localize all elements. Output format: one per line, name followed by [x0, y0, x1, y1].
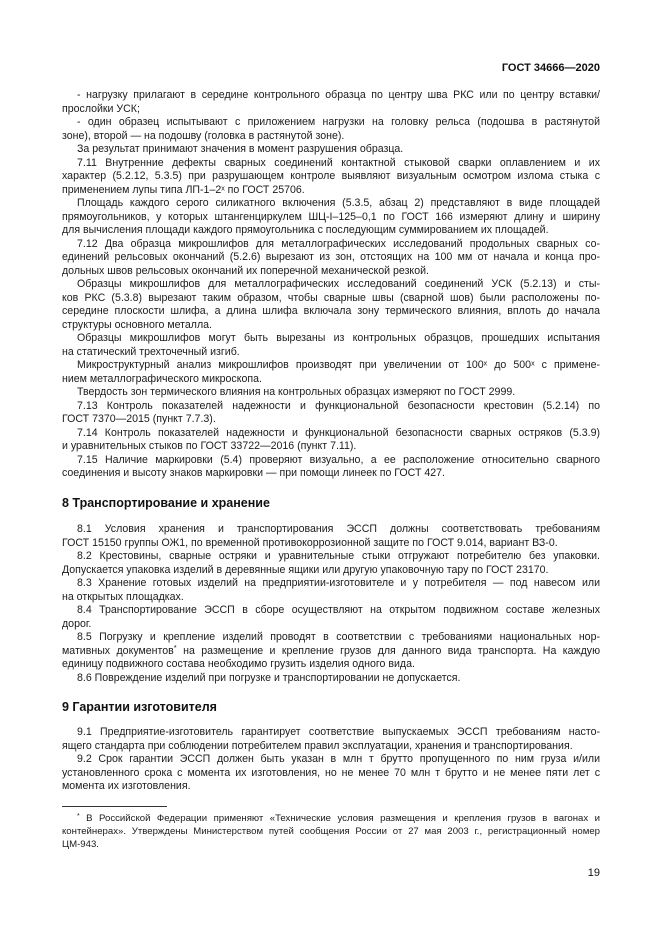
paragraph-line: единицу подвижного состава необходимо грузить изделия одного вида.	[62, 658, 415, 670]
paragraph-line: 8.1 Условия хранения и транспортирования ЭССП должны соответствовать требованиям	[77, 523, 600, 535]
paragraph-line: 8.3 Хранение готовых изделий на предприятии-изготовителе и у потребителя — под навесом или	[77, 577, 600, 589]
line-text: мативных документов	[62, 644, 174, 657]
paragraph-line: на статический трехточечный изгиб.	[62, 345, 240, 358]
paragraph-line: 7.14 Контроль показателей надежности и функциональной безопасности сварных остряков (5.3.9)	[77, 426, 600, 439]
paragraph-one-sample	[62, 116, 600, 143]
paragraph-line: единений рельсовых окончаний (5.2.6) вырезают из зон, отстоящих на 100 мм от начала и конца про-	[62, 251, 600, 263]
paragraph-line: прямоугольников, у которых штангенциркулем ШЦ-I–125–0,1 по ГОСТ 166 измеряют длину и ширину	[62, 210, 600, 223]
section-9-heading: 9 Гарантии изготовителя	[62, 700, 217, 714]
paragraph-line: ков РКС (5.3.8) вырезают таким образом, чтобы сварные швы (сварной шов) были расположены по-	[62, 291, 600, 304]
paragraph-line: Микроструктурный анализ микрошлифов производят при увеличении от 100ˣ до 500ˣ с примене-	[77, 359, 600, 371]
paragraph-hardness	[62, 386, 600, 400]
paragraph-line: Площадь каждого серого силикатного включения (5.3.5, абзац 2) представляют в виде площадей	[77, 197, 600, 209]
section-9-body	[62, 726, 600, 794]
paragraph-line: 8.5 Погрузку и крепление изделий проводят в соответствии с требованиями национальных нор-	[77, 631, 600, 643]
paragraph-line: Допускается упаковка изделий в деревянные ящики или другую упаковочную тару по ГОСТ 23170.	[62, 563, 549, 576]
paragraph-8-2	[62, 550, 600, 577]
footnote-line	[62, 812, 600, 825]
paragraph-line: Образцы микрошлифов могут быть вырезаны из контрольных образцов, прошедших испытания	[77, 332, 600, 344]
paragraph-microsection-cutting	[62, 278, 600, 332]
paragraph-line: 7.15 Наличие маркировки (5.4) проверяют визуально, а ее расположение относительно сварного	[77, 453, 600, 466]
paragraph-inclusion-area	[62, 197, 600, 238]
paragraph-line: прослойки УСК;	[62, 102, 140, 115]
paragraph-line: 8.4 Транспортирование ЭССП в сборе осуществляют на открытом подвижном составе железных	[77, 604, 600, 616]
paragraph-line: Образцы микрошлифов для металлографических исследований соединений УСК (5.2.13) и сты-	[77, 278, 600, 290]
paragraph-line	[62, 645, 600, 659]
paragraph-line: структуры основного металла.	[62, 318, 212, 331]
paragraph-line: 8.2 Крестовины, сварные остряки и уравнительные стыки отгружают потребителю без упаковки.	[77, 550, 600, 562]
paragraph-line: 7.11 Внутренние дефекты сварных соединений контактной стыковой сварки оплавлением и их	[77, 156, 600, 169]
standard-number-header: ГОСТ 34666—2020	[501, 62, 600, 74]
footnote-line: контейнерах». Утверждены Министерством путей сообщения России от 27 мая 2003 г., регистрационный номер	[62, 826, 600, 837]
paragraph-line: дольных швов рельсовых окончаний их поперечной механической резкой.	[62, 264, 429, 277]
paragraph-7-13	[62, 400, 600, 427]
paragraph-9-1	[62, 726, 600, 753]
paragraph-microsection-source	[62, 332, 600, 359]
section-8-heading: 8 Транспортирование и хранение	[62, 496, 270, 510]
paragraph-line: зоне), второй — на подошву (головка в растянутой зоне).	[62, 129, 345, 142]
paragraph-line: За результат принимают значения в момент разрушения образца.	[77, 143, 404, 155]
paragraph-line: и уравнительных стыков по ГОСТ 33722—2016 (пункт 7.11).	[62, 440, 357, 452]
paragraph-line: 9.2 Срок гарантии ЭССП должен быть указан в млн т брутто пропущенного по ним груза и/или	[77, 753, 600, 765]
paragraph-line: 8.6 Повреждение изделий при погрузке и транспортировании не допускается.	[77, 671, 461, 684]
paragraph-line: на открытых площадках.	[62, 590, 184, 603]
paragraph-line: для вычисления площади каждого прямоугольника с последующим суммированием их площадей.	[62, 224, 549, 236]
paragraph-8-4	[62, 604, 600, 631]
paragraph-line: 7.12 Два образца микрошлифов для металлографических исследований продольных сварных со-	[77, 237, 600, 250]
paragraph-line: 7.13 Контроль показателей надежности и функциональной безопасности крестовин (5.2.14) по	[77, 399, 600, 412]
paragraph-line: дорог.	[62, 617, 92, 630]
paragraph-7-12	[62, 238, 600, 279]
line-text: на размещение и крепление грузов для данного вида транспорта. На каждую	[183, 644, 601, 657]
paragraph-9-2	[62, 753, 600, 794]
paragraph-line: 9.1 Предприятие-изготовитель гарантирует соответствие выпускаемых ЭССП требованиям насто-	[77, 726, 600, 738]
footnote-line: ЦМ-943.	[62, 839, 99, 850]
paragraph-line: ГОСТ 15150 группы ОЖ1, по временной противокоррозионной защите по ГОСТ 9.014, вариант ВЗ-0.	[62, 536, 558, 549]
section-8-body	[62, 523, 600, 685]
paragraph-line: соединения и высоту знаков маркировки — при помощи линеек по ГОСТ 427.	[62, 467, 445, 479]
footnote-marker: *	[77, 812, 80, 820]
paragraph-line: характер (5.2.12, 5.3.5) при разрушающем контроле выявляют визуальным осмотром излома стыка с	[62, 170, 600, 182]
paragraph-8-6	[62, 672, 600, 686]
paragraph-line: ящего стандарта при соблюдении потребителем правил эксплуатации, хранения и транспортирования.	[62, 739, 573, 752]
section-7-continuation	[62, 89, 600, 481]
paragraph-line: момента их изготовления.	[62, 780, 191, 792]
paragraph-line: Твердость зон термического влияния на контрольных образцах измеряют по ГОСТ 2999.	[77, 386, 516, 398]
paragraph-line: установленного срока с момента их изготовления, но не менее 70 млн т брутто и не менее пяти лет с	[62, 766, 600, 779]
paragraph-8-3	[62, 577, 600, 604]
paragraph-7-14	[62, 427, 600, 454]
page-number: 19	[587, 867, 600, 879]
paragraph-line: - один образец испытывают с приложением нагрузки на головку рельса (подошва в растянутой	[77, 116, 600, 128]
paragraph-line: ГОСТ 7370—2015 (пункт 7.7.3).	[62, 413, 216, 425]
line-text: В Российской Федерации применяют «Технические условия размещения и крепления грузов в вагонах и	[86, 813, 601, 824]
footnote-marker: *	[173, 643, 177, 653]
paragraph-line: середине плоскости шлифа, а длина шлифа включала зону термического влияния, вплоть до начала	[62, 305, 600, 317]
paragraph-microstructure-analysis	[62, 359, 600, 386]
paragraph-7-11	[62, 157, 600, 198]
paragraph-8-1	[62, 523, 600, 550]
paragraph-8-5	[62, 631, 600, 672]
footnote-separator	[62, 806, 167, 807]
paragraph-7-15	[62, 454, 600, 481]
paragraph-line: нием металлографического микроскопа.	[62, 372, 262, 385]
paragraph-result-value	[62, 143, 600, 157]
paragraph-load-center	[62, 89, 600, 116]
footnote	[62, 812, 600, 851]
paragraph-line: - нагрузку прилагают в середине контрольного образца по центру шва РКС или по центру вставки/	[77, 89, 600, 101]
paragraph-line: применением лупы типа ЛП-1–2ˣ по ГОСТ 25706.	[62, 183, 305, 196]
